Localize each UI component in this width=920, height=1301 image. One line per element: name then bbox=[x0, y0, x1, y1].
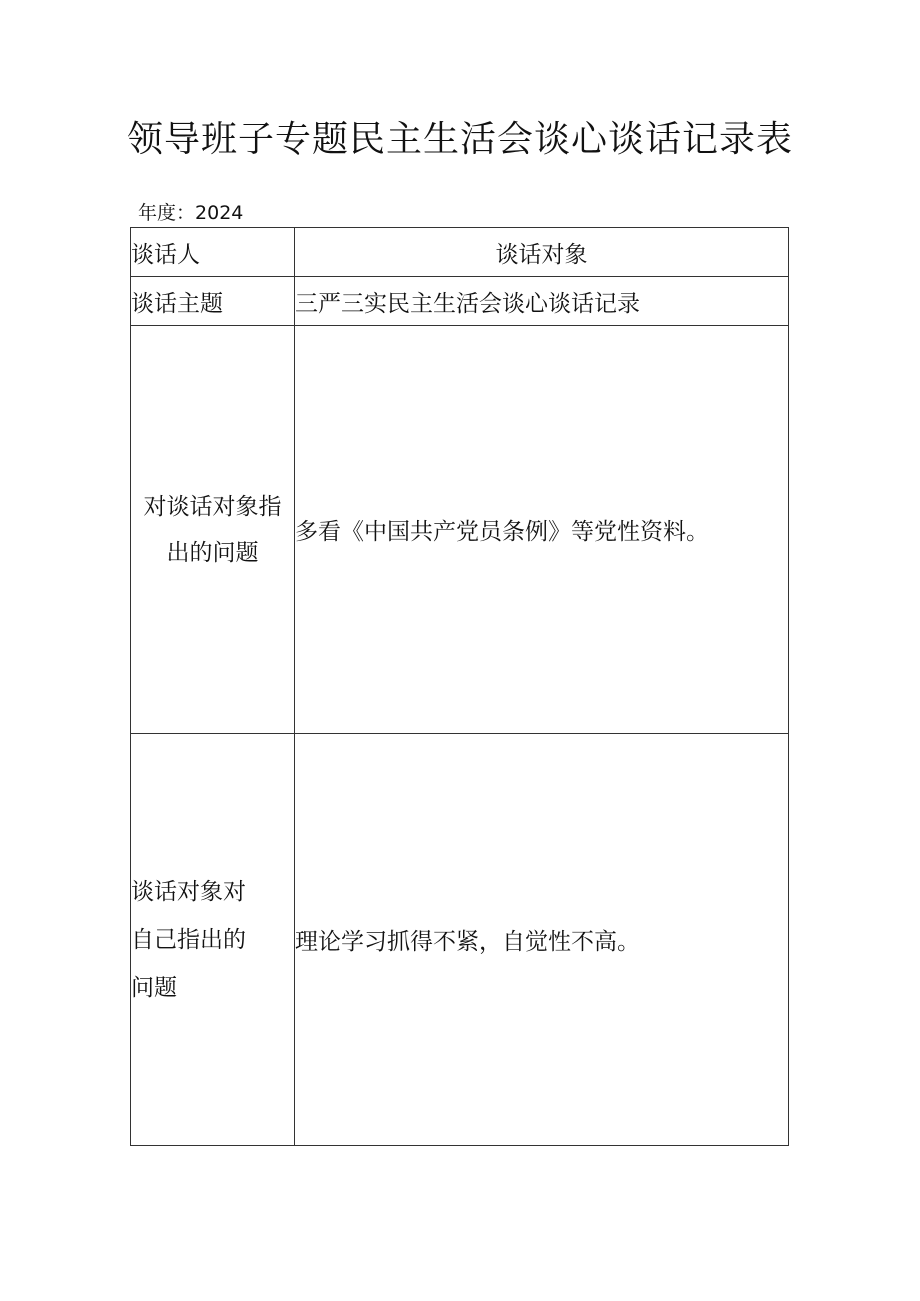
table-row bbox=[131, 277, 789, 326]
topic-label: 谈话主题 bbox=[131, 277, 295, 326]
table-row bbox=[131, 326, 789, 734]
year-label: 年度： bbox=[138, 202, 196, 224]
year-value: 2024 bbox=[195, 202, 244, 224]
issues-for-target-label bbox=[131, 326, 295, 734]
document-title: 领导班子专题民主生活会谈心谈话记录表 bbox=[126, 119, 793, 160]
issues-for-target-value: 多看《中国共产党员条例》等党性资料。 bbox=[295, 326, 789, 734]
self-issues-label-line: 自己指出的 bbox=[131, 926, 246, 953]
topic-value: 三严三实民主生活会谈心谈话记录 bbox=[295, 277, 789, 326]
record-table bbox=[130, 227, 789, 1146]
issues-for-target-label-line: 对谈话对象指 bbox=[143, 493, 282, 520]
self-issues-label bbox=[131, 734, 295, 1146]
talk-target-label: 谈话对象 bbox=[295, 228, 789, 277]
self-issues-label-line: 谈话对象对 bbox=[131, 878, 246, 905]
table-row bbox=[131, 734, 789, 1146]
self-issues-value: 理论学习抓得不紧，自觉性不高。 bbox=[295, 734, 789, 1146]
year-line bbox=[138, 200, 243, 226]
table-row bbox=[131, 228, 789, 277]
self-issues-label-line: 问题 bbox=[131, 974, 177, 1001]
issues-for-target-label-line: 出的问题 bbox=[166, 539, 259, 566]
talker-label: 谈话人 bbox=[131, 228, 295, 277]
